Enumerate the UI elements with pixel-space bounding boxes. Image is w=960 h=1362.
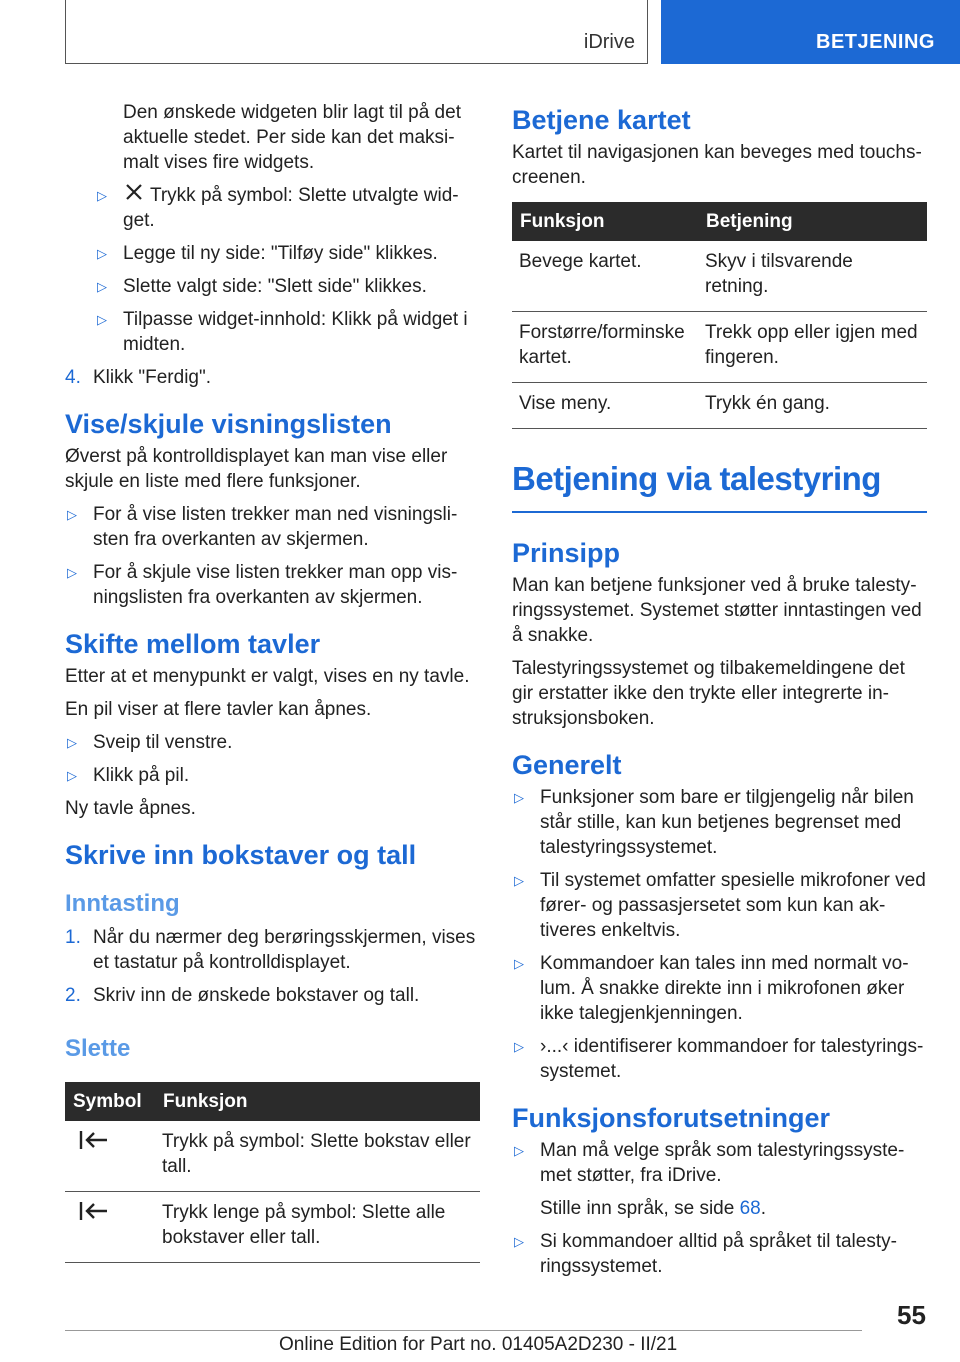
table-cell: Trykk lenge på symbol: Slette alle bokstaver eller tall. <box>155 1192 480 1263</box>
footer-edition: Online Edition for Part no. 01405A2D230 - II/21 <box>279 1334 678 1355</box>
bullet-triangle-icon: ▷ <box>514 790 524 805</box>
list-item-text: Sveip til venstre. <box>93 732 233 754</box>
heading-skifte-tavler: Skifte mellom tavler <box>65 629 321 660</box>
table-cell <box>65 1192 155 1263</box>
bullet-triangle-icon: ▷ <box>514 1039 524 1054</box>
list-item <box>65 274 480 299</box>
footer <box>0 1334 960 1362</box>
list-item <box>512 868 927 943</box>
bullet-triangle-icon: ▷ <box>67 565 77 581</box>
step-text: Når du nærmer deg berøringsskjermen, vises et tastatur på kontrolldisplayet. <box>93 927 476 974</box>
table-row <box>65 1192 480 1263</box>
heading-betjene-kartet: Betjene kartet <box>512 105 691 135</box>
heading-inntasting: Inntasting <box>65 890 180 918</box>
list-item <box>65 502 480 552</box>
table-cell: Forstørre/forminske kartet. <box>512 312 698 383</box>
heading-funksjonsforutsetninger: Funksjonsforutsetninger <box>512 1103 831 1133</box>
left-column <box>65 100 480 1263</box>
list-item-text: Kommandoer kan tales inn med normalt volum. Å snakke direkte inn i mikrofonen øker ikke talegjenkjenningen. <box>540 953 909 1024</box>
heading-vise-skjule: Vise/skjule visningslisten <box>65 409 392 440</box>
table-row <box>512 383 927 429</box>
step-item <box>65 365 480 390</box>
list-item-text: Si kommandoer alltid på språket til talestyringssystemet. <box>540 1231 897 1277</box>
bullet-triangle-icon: ▷ <box>67 507 77 523</box>
bullet-triangle-icon: ▷ <box>514 956 524 971</box>
paragraph: Etter at et menypunkt er valgt, vises en ny tavle. <box>65 666 470 688</box>
step-text: Klikk "Ferdig". <box>93 367 212 389</box>
table-header: Betjening <box>698 202 927 241</box>
bullet-triangle-icon: ▷ <box>514 873 524 888</box>
list-item-text: Tilpasse widget-innhold: Klikk på widget i midten. <box>123 309 468 356</box>
table-cell: Trykk én gang. <box>698 383 927 429</box>
list-item-text: Man må velge språk som talestyringssystemet støtter, fra iDrive. <box>540 1140 905 1186</box>
bullet-triangle-icon: ▷ <box>67 735 77 751</box>
step-number: 4. <box>65 367 81 389</box>
list-item-text: ›...‹ identifiserer kommandoer for talestyringssystemet. <box>540 1036 924 1082</box>
list-item-text: Trykk på symbol: Slette utvalgte widget. <box>123 185 459 232</box>
table-row <box>65 1121 480 1192</box>
footer-divider <box>65 1330 862 1331</box>
kart-table <box>512 202 927 429</box>
step-item <box>65 925 480 975</box>
list-item <box>512 1034 927 1084</box>
close-x-icon <box>123 183 145 208</box>
step-item <box>65 983 480 1008</box>
paragraph: Ny tavle åpnes. <box>65 798 196 820</box>
list-item <box>65 307 480 357</box>
bullet-triangle-icon: ▷ <box>97 188 107 203</box>
list-item-text: Klikk på pil. <box>93 765 190 787</box>
header-chapter: iDrive <box>583 31 635 53</box>
table-header: Funksjon <box>155 1082 480 1121</box>
table-cell: Trekk opp eller igjen med fingeren. <box>698 312 927 383</box>
paragraph: En pil viser at flere tavler kan åpnes. <box>65 699 372 721</box>
list-item-text: For å vise listen trekker man ned visningslisten fra overkanten av skjermen. <box>93 504 458 551</box>
list-item <box>65 241 480 266</box>
header-section-tab <box>661 0 960 64</box>
cross-reference <box>512 1196 927 1221</box>
bullet-triangle-icon: ▷ <box>514 1234 524 1249</box>
bullet-triangle-icon: ▷ <box>67 768 77 784</box>
header-section-label: BETJENING <box>816 31 935 53</box>
list-item <box>512 951 927 1026</box>
cross-reference-suffix: . <box>760 1198 767 1219</box>
table-row <box>512 312 927 383</box>
list-item <box>512 785 927 860</box>
step-number: 2. <box>65 985 81 1007</box>
paragraph: Talestyringssystemet og tilbakemeldingene det gir erstatter ikke den trykte eller integrerte instruksjonsboken. <box>512 658 905 729</box>
table-cell <box>65 1121 155 1192</box>
list-item <box>65 560 480 610</box>
right-column <box>512 100 927 1287</box>
bullet-triangle-icon: ▷ <box>97 312 107 328</box>
paragraph: Kartet til navigasjonen kan beveges med touchscreenen. <box>512 142 922 188</box>
heading-slette: Slette <box>65 1035 131 1063</box>
heading-generelt: Generelt <box>512 750 622 780</box>
table-row <box>512 241 927 312</box>
bullet-triangle-icon: ▷ <box>514 1143 524 1158</box>
delete-arrow-icon <box>77 1200 111 1229</box>
heading-skrive-inn: Skrive inn bokstaver og tall <box>65 840 417 871</box>
table-cell: Bevege kartet. <box>512 241 698 312</box>
paragraph: Øverst på kontrolldisplayet kan man vise eller skjule en liste med flere funksjoner. <box>65 446 448 493</box>
page-number: 55 <box>897 1300 926 1330</box>
list-item-text: Til systemet omfatter spesielle mikrofoner ved fører- og passasjersetet som kun kan aktiveres enkeltvis. <box>540 870 926 941</box>
bullet-triangle-icon: ▷ <box>97 246 107 262</box>
heading-prinsipp: Prinsipp <box>512 538 621 568</box>
list-item-text: Funksjoner som bare er tilgjengelig når bilen står stille, kan kun betjenes begrenset med talestyringssystemet. <box>540 787 914 858</box>
bullet-triangle-icon: ▷ <box>97 279 107 295</box>
list-item <box>512 1229 927 1279</box>
table-cell: Skyv i tilsvarende retning. <box>698 241 927 312</box>
step-number: 1. <box>65 927 81 949</box>
list-item-text: Legge til ny side: "Tilføy side" klikkes. <box>123 243 438 265</box>
slette-table <box>65 1082 480 1263</box>
table-header: Symbol <box>65 1082 155 1121</box>
header-chapter-box <box>65 0 648 64</box>
delete-arrow-icon <box>77 1129 111 1158</box>
table-cell: Trykk på symbol: Slette bokstav eller tall. <box>155 1121 480 1192</box>
list-item <box>512 1138 927 1188</box>
cross-reference-text: Stille inn språk, se side <box>540 1198 740 1219</box>
list-item <box>65 730 480 755</box>
paragraph: Man kan betjene funksjoner ved å bruke talestyringssystemet. Systemet støtter inntastingen ved å snakke. <box>512 575 922 646</box>
step-text: Skriv inn de ønskede bokstaver og tall. <box>93 985 420 1007</box>
widget-intro-text: Den ønskede widgeten blir lagt til på det aktuelle stedet. Per side kan det maksimalt vises fire widgets. <box>123 102 461 173</box>
list-item-text: For å skjule vise listen trekker man opp visningslisten fra overkanten av skjermen. <box>93 562 458 609</box>
heading-betjening-talestyring: Betjening via talestyring <box>512 459 927 513</box>
list-item <box>65 183 480 233</box>
page-link[interactable]: 68 <box>739 1198 761 1219</box>
list-item <box>65 763 480 788</box>
table-cell: Vise meny. <box>512 383 698 429</box>
table-header: Funksjon <box>512 202 698 241</box>
list-item-text: Slette valgt side: "Slett side" klikkes. <box>123 276 427 298</box>
